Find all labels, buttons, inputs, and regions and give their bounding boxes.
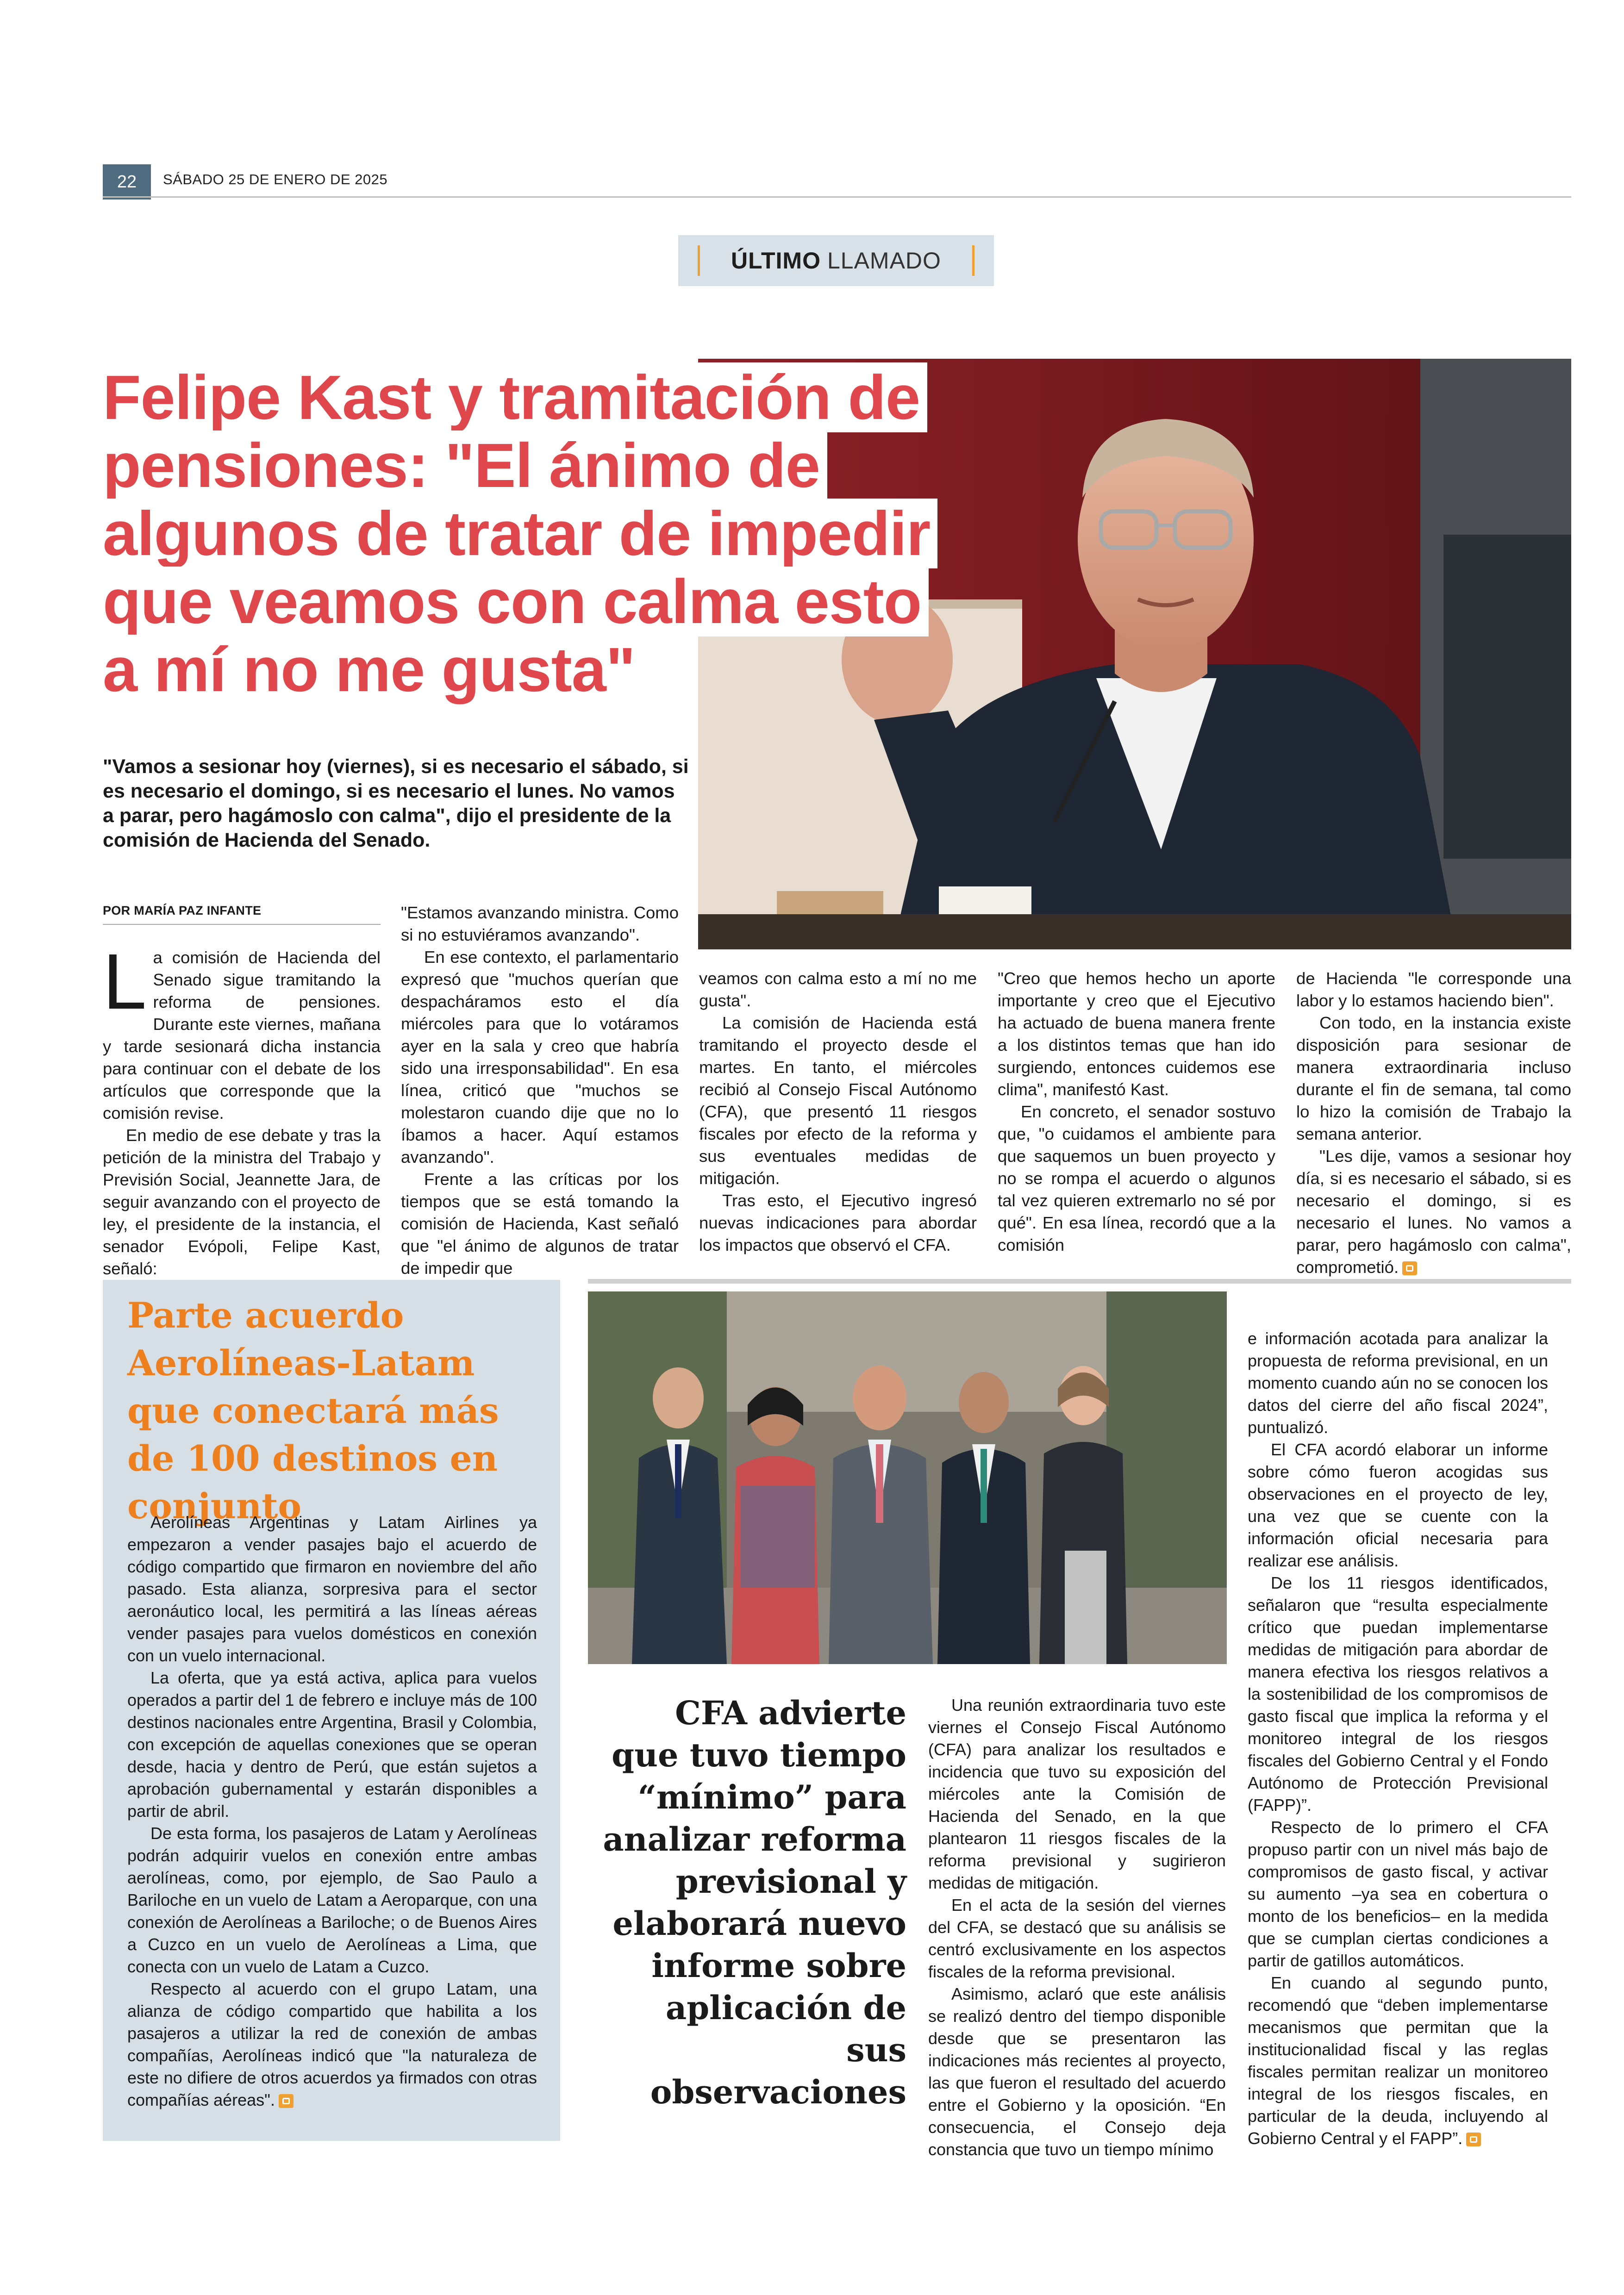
header-divider [103, 196, 1571, 198]
section-tag-accent-right [972, 245, 974, 276]
main-column-2 [401, 902, 679, 1279]
cfa-col1-paragraph: Asimismo, aclaró que este análisis se realizó dentro del tiempo disponible desde que se presentaron las indicaciones más recientes al proyecto, las que fueron el resultado del acuerdo entre el Gobierno y la oposición. “En consecuencia, el Consejo deja constancia que tuvo un tiempo mínimo [928, 1984, 1226, 2159]
main-col3-paragraph: La comisión de Hacienda está tramitando el proyecto desde el martes. En tanto, el miércoles recibió al Consejo Fiscal Autónomo (CFA), que presentó 11 riesgos fiscales por efecto de la reforma y sus eventuales medidas de mitigación. [699, 1013, 977, 1188]
sidebar-paragraph: Respecto al acuerdo con el grupo Latam, una alianza de código compartido que habilita a los pasajeros a utilizar la red de conexión de ambas compañías, Aerolíneas indicó que "la naturaleza de este no difiere de otros acuerdos ya firmados con otras compañías aéreas". [127, 1979, 537, 2109]
cfa-col2-paragraph: e información acotada para analizar la propuesta de reforma previsional, en un momento cuando aún no se conocen los datos del cierre del año fiscal 2024”, puntualizó. [1248, 1329, 1548, 1437]
sidebar-paragraph: Aerolíneas Argentinas y Latam Airlines ya empezaron a vender pasajes bajo el acuerdo de código compartido que firmaron en noviembre del año pasado. Esta alianza, sorpresiva para el sector aeronáutico local, les permitirá a las líneas aéreas vender pasajes para vuelos domésticos en conexión con un vuelo internacional. [127, 1513, 537, 1665]
main-col1-paragraph: a comisión de Hacienda del Senado sigue tramitando la reforma de pensiones. Durante este viernes, mañana y tarde sesionará dicha instancia para continuar con el debate de los artículos que corresponde que la comisión revise. [103, 948, 381, 1123]
main-column-1 [103, 938, 381, 1280]
main-col5-paragraph: de Hacienda "le corresponde una labor y lo estamos haciendo bien". [1296, 969, 1571, 1010]
byline: POR MARÍA PAZ INFANTE [103, 904, 262, 917]
newspaper-end-icon [279, 2094, 294, 2108]
main-column-5 [1296, 967, 1571, 1278]
cfa-col2-paragraph: El CFA acordó elaborar un informe sobre cómo fueron acogidas sus observaciones en el proyecto de ley, una vez que se cuente con la información oficial necesaria para realizar ese análisis. [1248, 1440, 1548, 1570]
sidebar-body [127, 1511, 537, 2111]
main-col4-paragraph: "Creo que hemos hecho un aporte importante y creo que el Ejecutivo ha actuado de buena manera frente a los distintos temas que han ido surgiendo, entonces cuidemos ese clima", manifestó Kast. [998, 969, 1275, 1099]
newspaper-end-icon [1466, 2133, 1481, 2146]
main-col3-paragraph: Tras esto, el Ejecutivo ingresó nuevas indicaciones para abordar los impactos que observó el CFA. [699, 1191, 977, 1254]
main-col5-paragraph: Con todo, en la instancia existe disposición para sesionar de manera extraordinaria incluso durante el fin de semana, tal como lo hizo la comisión de Trabajo la semana anterior. [1296, 1013, 1571, 1143]
main-col2-paragraph: Frente a las críticas por los tiempos que se está tomando la comisión de Hacienda, Kast señaló que "el ánimo de algunos de tratar de impedir que [401, 1170, 679, 1278]
cfa-col2-paragraph: De los 11 riesgos identificados, señalaron que “resulta especialmente crítico que puedan implementarse medidas de mitigación para abordar de manera efectiva los riesgos relativos a la sostenibilidad de los compromisos de gasto fiscal que implica la reforma y el monitoreo integral de los riesgos fiscales del Gobierno Central y el Fondo Autónomo de Protección Previsional (FAPP)”. [1248, 1573, 1548, 1815]
issue-date: SÁBADO 25 DE ENERO DE 2025 [163, 171, 388, 187]
main-col4-paragraph: En concreto, el senador sostuvo que, "o cuidamos el ambiente para que saquemos un buen proyecto y no se rompa el acuerdo o algunos tal vez quieren extremarlo no sé por qué". En esa línea, recordó que a la comisión [998, 1102, 1275, 1254]
cfa-col1-paragraph: Una reunión extraordinaria tuvo este viernes el Consejo Fiscal Autónomo (CFA) para analizar los resultados e incidencia que tuvo su exposición del miércoles ante la Comisión de Hacienda del Senado, en la que plantearon 11 riesgos fiscales de la reforma previsional y sugirieron medidas de mitigación. [928, 1696, 1226, 1892]
photo-cfa-council [588, 1291, 1227, 1664]
sidebar-paragraph: De esta forma, los pasajeros de Latam y Aerolíneas podrán adquirir vuelos en conexión entre ambas aerolíneas, como, por ejemplo, de Sao Paulo a Bariloche en un vuelo de Latam a Aeroparque, con una conexión de Aerolíneas a Bariloche; o de Buenos Aires a Cuzco en un vuelo de Aerolíneas a Lima, que conecta con un vuelo de Latam a Cuzco. [127, 1824, 537, 1976]
page-number: 22 [103, 164, 151, 200]
main-col5-paragraph: "Les dije, vamos a sesionar hoy día, si es necesario el sábado, si es necesario el domingo, si es necesario el lunes. No vamos a parar, pero hagámoslo con calma", comprometió. [1296, 1147, 1571, 1277]
main-lead: "Vamos a sesionar hoy (viernes), si es necesario el sábado, si es necesario el domingo, si es necesario el lunes. No vamos a parar, pero hagámoslo con calma", dijo el presidente de la comisión de Hacienda del Senado. [103, 755, 689, 851]
main-col3-paragraph: veamos con calma esto a mí no me gusta". [699, 969, 977, 1010]
section-divider [588, 1279, 1571, 1284]
sidebar-paragraph: La oferta, que ya está activa, aplica para vuelos operados a partir del 1 de febrero e incluye más de 100 destinos nacionales entre Argentina, Brasil y Colombia, con excepción de aquellas conexiones que se operan desde, hacia y dentro de Perú, que están sujetos a aprobación gubernamental y estarán disponibles a partir de abril. [127, 1668, 537, 1821]
section-tag-light: LLAMADO [827, 248, 941, 274]
main-col2-paragraph: "Estamos avanzando ministra. Como si no estuviéramos avanzando". [401, 903, 679, 944]
main-col1-paragraph: En medio de ese debate y tras la petición de la ministra del Trabajo y Previsión Social, Jeannette Jara, de seguir avanzando con el proyecto de ley, el presidente de la instancia, el senador Evópoli, Felipe Kast, señaló: [103, 1126, 381, 1278]
section-tag-bold: ÚLTIMO [731, 248, 821, 274]
cfa-col2-paragraph: Respecto de lo primero el CFA propuso partir con un nivel más bajo de compromisos de gasto fiscal, y activar su aumento –ya sea en cobertura o monto de los beneficios– en la medida que se cumplan ciertas condiciones a partir de gatillos automáticos. [1248, 1818, 1548, 1970]
main-col2-paragraph: En ese contexto, el parlamentario expresó que "muchos querían que despacháramos esto el día miércoles para que lo votáramos ayer en la sala y creo que habría sido una irresponsabilidad". En esa línea, criticó que "muchos se molestaron cuando dije que no lo íbamos a hacer. Aquí estamos avanzando". [401, 948, 679, 1166]
main-column-4 [998, 967, 1275, 1256]
section-tag-accent-left [698, 245, 700, 276]
byline-divider [103, 924, 381, 925]
photo-cfa-council-illustration [588, 1291, 1227, 1664]
main-headline: Felipe Kast y tramitación de pensiones: "El ánimo de algunos de tratar de impedir que veamos con calma esto a mí no me gusta" [103, 363, 945, 704]
cfa-column-2 [1248, 1328, 1548, 2150]
section-tag [678, 235, 994, 286]
sidebar-headline: Parte acuerdo Aerolíneas-Latam que conectará más de 100 destinos en conjunto [127, 1295, 499, 1527]
cfa-col1-paragraph: En el acta de la sesión del viernes del CFA, se destacó que su análisis se centró exclusivamente en los aspectos fiscales de la reforma previsional. [928, 1896, 1226, 1981]
main-column-3 [699, 967, 977, 1256]
cfa-col2-paragraph: En cuando al segundo punto, recomendó que “deben implementarse mecanismos que permitan que la institucionalidad fiscal y las reglas fiscales permitan realizar un monitoreo integral de los riesgos fiscales, en particular de la deuda, incluyendo al Gobierno Central y el FAPP”. [1248, 1973, 1548, 2148]
newspaper-end-icon [1402, 1261, 1417, 1275]
cfa-headline: CFA advierte que tuvo tiempo “mínimo” para analizar reforma previsional y elaborará nuevo informe sobre aplicación de sus observaciones [603, 1694, 906, 2111]
cfa-column-1 [928, 1694, 1226, 2161]
dropcap: L [103, 938, 147, 1026]
